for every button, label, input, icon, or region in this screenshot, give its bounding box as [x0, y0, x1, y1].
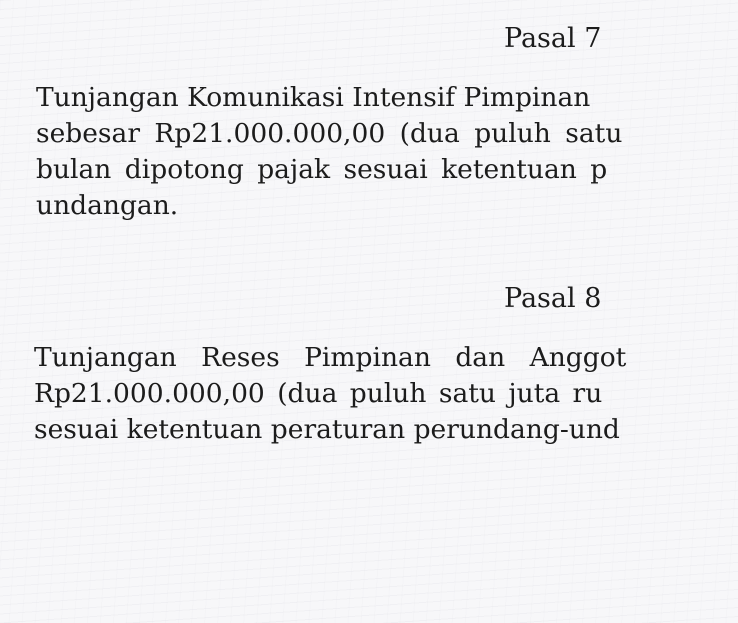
pasal-7-heading: Pasal 7: [504, 23, 602, 54]
pasal-8-line-1: Tunjangan Reses Pimpinan dan Anggot: [34, 342, 627, 373]
pasal-8-heading: Pasal 8: [504, 283, 602, 314]
pasal-8-line-2: Rp21.000.000,00 (dua puluh satu juta ru: [34, 378, 603, 409]
pasal-7-line-3: bulan dipotong pajak sesuai ketentuan p: [36, 154, 608, 185]
pasal-7-line-4: undangan.: [36, 190, 179, 221]
pasal-8-line-3: sesuai ketentuan peraturan perundang-und: [34, 414, 620, 445]
pasal-7-line-1: Tunjangan Komunikasi Intensif Pimpinan: [36, 82, 591, 113]
pasal-7-line-2: sebesar Rp21.000.000,00 (dua puluh satu: [36, 118, 623, 149]
